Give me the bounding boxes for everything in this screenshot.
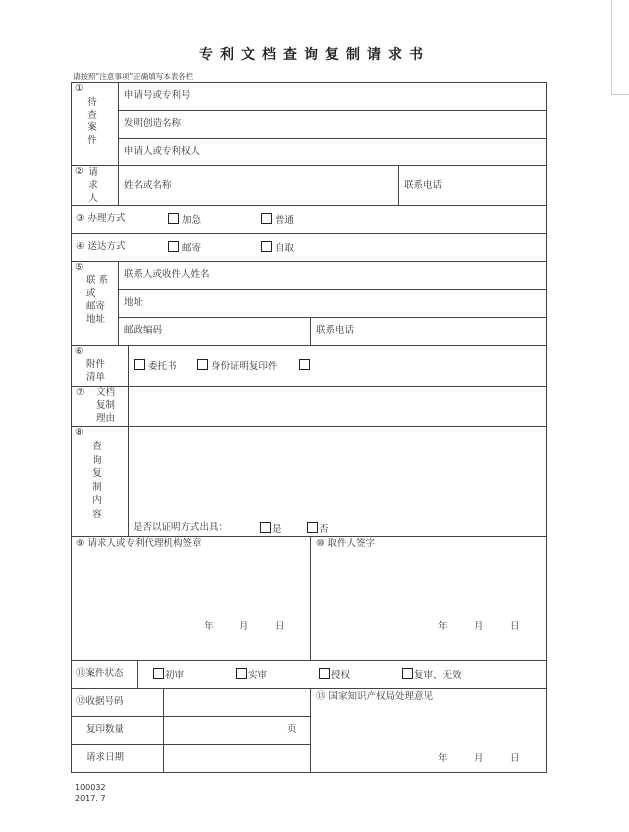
section-8-label: 查询复制内容 bbox=[92, 441, 102, 520]
section-2-number: ② bbox=[75, 166, 84, 177]
page-unit: 页 bbox=[287, 724, 297, 735]
section-7-number: ⑦ bbox=[76, 387, 85, 398]
case-status-label: ⑪案件状态 bbox=[76, 668, 124, 679]
checkbox-icon bbox=[261, 241, 272, 252]
postal-code-field[interactable]: 邮政编码 bbox=[124, 325, 163, 336]
checkbox-icon bbox=[307, 522, 318, 533]
section-2-label: 请求人 bbox=[88, 167, 98, 204]
checkbox-label: 复审、无效 bbox=[414, 670, 462, 681]
section-5-label: 邮寄 bbox=[86, 301, 106, 312]
date-year: 年 bbox=[438, 621, 448, 632]
pickup-signature-label: ⑩ 取件人签字 bbox=[316, 538, 376, 549]
checkbox-icon bbox=[153, 668, 164, 679]
checkbox-label: 实审 bbox=[248, 670, 268, 681]
contact-phone-field[interactable]: 联系电话 bbox=[316, 325, 355, 336]
form-version: 2017. 7 bbox=[75, 794, 106, 803]
checkbox-granted[interactable] bbox=[319, 668, 350, 682]
checkbox-substantive[interactable] bbox=[236, 668, 267, 682]
checkbox-label: 身份证明复印件 bbox=[211, 361, 278, 372]
checkbox-preliminary[interactable] bbox=[153, 668, 184, 682]
requester-signature-label: ⑨ 请求人或专利代理机构签章 bbox=[76, 538, 202, 549]
receipt-number-label: ⑫收据号码 bbox=[76, 696, 124, 707]
checkbox-icon bbox=[236, 668, 247, 679]
checkbox-reexam[interactable] bbox=[402, 668, 462, 682]
checkbox-power-of-attorney[interactable] bbox=[134, 359, 177, 373]
date-year: 年 bbox=[438, 753, 448, 764]
contact-name-field[interactable]: 联系人或收件人姓名 bbox=[124, 269, 210, 280]
checkbox-mail[interactable] bbox=[168, 241, 201, 255]
copy-count-label: 复印数量 bbox=[86, 724, 125, 735]
section-5-number: ⑤ bbox=[75, 262, 84, 273]
section-6-label: 清单 bbox=[86, 372, 106, 383]
date-year: 年 bbox=[204, 621, 214, 632]
checkbox-icon bbox=[168, 213, 179, 224]
handling-method-label: ③ 办理方式 bbox=[76, 213, 126, 224]
requester-phone-field[interactable]: 联系电话 bbox=[404, 180, 443, 191]
query-content-field[interactable] bbox=[130, 428, 544, 518]
checkbox-icon bbox=[299, 359, 310, 370]
certificate-question: 是否以证明方式出具： bbox=[133, 522, 229, 533]
checkbox-icon bbox=[134, 359, 145, 370]
checkbox-label: 授权 bbox=[331, 670, 351, 681]
applicant-field[interactable]: 申请人或专利权人 bbox=[124, 146, 201, 157]
checkbox-yes[interactable] bbox=[260, 522, 282, 536]
checkbox-pickup[interactable] bbox=[261, 241, 294, 255]
invention-name-field[interactable]: 发明创造名称 bbox=[124, 118, 182, 129]
address-field[interactable]: 地址 bbox=[124, 297, 144, 308]
date-month: 月 bbox=[474, 753, 484, 764]
section-8-number: ⑧ bbox=[75, 427, 84, 438]
checkbox-no[interactable] bbox=[307, 522, 329, 536]
checkbox-label: 自取 bbox=[275, 243, 295, 254]
delivery-method-label: ④ 送达方式 bbox=[76, 241, 126, 252]
section-7-label: 理由 bbox=[96, 413, 116, 424]
checkbox-label: 委托书 bbox=[148, 361, 177, 372]
date-month: 月 bbox=[239, 621, 249, 632]
checkbox-id-copy[interactable] bbox=[197, 359, 278, 373]
requester-name-field[interactable]: 姓名或名称 bbox=[124, 180, 172, 191]
checkbox-other[interactable] bbox=[299, 359, 313, 373]
checkbox-label: 初审 bbox=[165, 670, 185, 681]
section-1-number: ① bbox=[75, 83, 84, 94]
form-code: 100032 bbox=[75, 783, 106, 792]
checkbox-normal[interactable] bbox=[261, 213, 294, 227]
copy-reason-field[interactable] bbox=[130, 388, 544, 424]
section-5-label: 联 系 bbox=[86, 275, 109, 286]
checkbox-label: 否 bbox=[319, 524, 329, 535]
checkbox-label: 普通 bbox=[275, 215, 295, 226]
section-7-label: 复制 bbox=[96, 400, 116, 411]
form-title: 专利文档查询复制请求书 bbox=[199, 47, 430, 63]
checkbox-label: 加急 bbox=[182, 215, 202, 226]
checkbox-label: 邮寄 bbox=[182, 243, 202, 254]
section-5-label: 地址 bbox=[86, 314, 106, 325]
office-opinion-label: ⑬ 国家知识产权局处理意见 bbox=[316, 691, 434, 702]
application-number-field[interactable]: 申请号或专利号 bbox=[124, 90, 191, 101]
date-day: 日 bbox=[510, 621, 520, 632]
form-note: 请按照“注意事项”正确填写本表各栏 bbox=[73, 72, 194, 81]
date-day: 日 bbox=[510, 753, 520, 764]
date-day: 日 bbox=[275, 621, 285, 632]
request-date-label: 请求日期 bbox=[86, 752, 125, 763]
section-7-label: 文档 bbox=[96, 387, 116, 398]
section-5-label: 或 bbox=[86, 288, 96, 299]
checkbox-urgent[interactable] bbox=[168, 213, 201, 227]
section-1-label: 待查案件 bbox=[87, 97, 97, 146]
checkbox-label: 是 bbox=[272, 524, 282, 535]
section-6-number: ⑥ bbox=[75, 346, 84, 357]
checkbox-icon bbox=[402, 668, 413, 679]
checkbox-icon bbox=[197, 359, 208, 370]
window-edge bbox=[611, 94, 629, 95]
section-6-label: 附件 bbox=[86, 359, 106, 370]
checkbox-icon bbox=[168, 241, 179, 252]
checkbox-icon bbox=[319, 668, 330, 679]
checkbox-icon bbox=[260, 522, 271, 533]
date-month: 月 bbox=[474, 621, 484, 632]
checkbox-icon bbox=[261, 213, 272, 224]
